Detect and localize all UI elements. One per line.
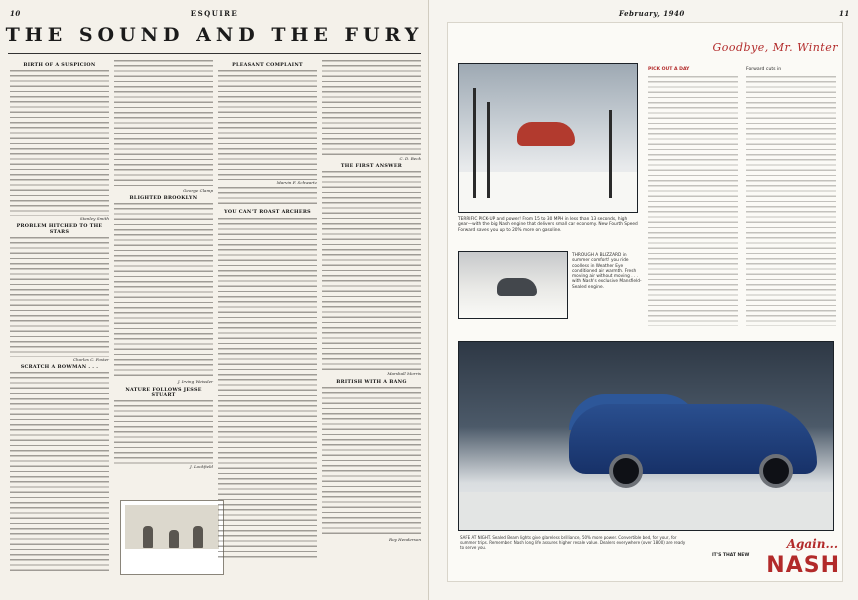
road (459, 492, 833, 530)
section-heading: NATURE FOLLOWS JESSE STUART (125, 386, 202, 398)
left-folio: 10 (10, 9, 21, 18)
signature: Roy Henderson (389, 536, 421, 542)
section-heading: PROBLEM HITCHED TO THE STARS (16, 223, 103, 235)
column-3 (218, 60, 317, 580)
red-car (517, 122, 575, 146)
body-text-block (10, 237, 109, 357)
body-text-block (218, 187, 317, 207)
body-text-block (114, 400, 213, 464)
section-heading: PLEASANT COMPLAINT (232, 62, 303, 68)
right-running-head: February, 1940 (619, 9, 685, 18)
right-folio: 11 (839, 9, 850, 18)
cartoon-figure (143, 526, 153, 548)
ad-photo-snow-road (458, 63, 638, 213)
ad-caption-2: THROUGH A BLIZZARD in summer comfort! you ride coolless in Weather Eye conditioned air warmth. Fresh moving air without moving . . . with Nash's exclusive Mansfield-Sealed engine. (572, 253, 642, 290)
column-1 (10, 60, 109, 580)
ad-tagline-its-that-new: IT'S THAT NEW (712, 553, 750, 558)
cartoon-figure (169, 530, 179, 548)
signature: Marshall Morris (387, 371, 421, 377)
column-4 (322, 60, 421, 580)
section-heading: BIRTH OF A SUSPICION (23, 62, 96, 68)
signature: Marvin F. Schwartz (276, 180, 317, 186)
signature: George Clamp (183, 188, 213, 193)
column-2 (114, 60, 213, 490)
ad-copy-text (746, 76, 836, 326)
ad-photo-blizzard (458, 251, 568, 319)
ad-photo-night-car (458, 341, 834, 531)
tree-trunk (609, 110, 612, 198)
signature: J. Irving Weissler (177, 379, 213, 385)
body-text-block (10, 372, 109, 572)
page-headline: THE SOUND AND THE FURY (5, 24, 424, 46)
headline-rule (8, 53, 421, 54)
section-heading: THE FIRST ANSWER (340, 163, 403, 170)
ad-caption-1: TERRIFIC PICK-UP and power! From 15 to 30 MPH in less than 13 seconds, high gear—with the big Nash engine that delivers small car economy. New Fourth Speed Forward saves you up to 20% more on gasoline. (458, 217, 638, 233)
section-heading: SCRATCH A BOWMAN . . . (20, 364, 99, 371)
tree-trunk (473, 88, 476, 198)
body-text-block (322, 171, 421, 371)
signature: J. Lockfield (190, 464, 213, 470)
ad-copy-right (746, 67, 836, 337)
ad-copy-text (648, 76, 738, 326)
cartoon-illustration (120, 500, 224, 575)
cartoon-figure (193, 526, 203, 548)
nash-advertisement (447, 22, 843, 582)
signature: C. D. Beck (399, 156, 421, 161)
left-running-head: ESQUIRE (190, 9, 239, 18)
ad-slogan-top: Goodbye, Mr. Winter (712, 41, 838, 54)
tree-trunk (487, 102, 490, 198)
ad-tagline-again: Again... (786, 537, 838, 551)
body-text-block (114, 60, 213, 188)
car-wheel (759, 454, 793, 488)
body-text-block (114, 203, 213, 379)
car-wheel (609, 454, 643, 488)
ad-copy-right-lead: Forward cuts in (746, 67, 782, 72)
right-page (429, 0, 858, 600)
nash-logo: NASH (766, 553, 840, 578)
signature: Charles C. Foster (72, 356, 109, 362)
ad-caption-3: SAFE AT NIGHT. Sealed Beam lights give glareless brilliance, 50% more power. Convertible bed, for your, for summer trips. Remember: Nash long life assures higher resale value. Dealers everywhere (over 1800) are ready to serve you. (460, 535, 686, 550)
body-text-block (10, 70, 109, 216)
ad-copy-lead: PICK OUT A DAY (648, 67, 690, 72)
ad-copy-left (648, 67, 738, 337)
dark-car (497, 278, 537, 296)
body-text-block (322, 387, 421, 537)
body-text-block (218, 218, 317, 558)
body-text-block (218, 70, 317, 180)
body-text-block (322, 60, 421, 156)
section-heading: YOU CAN'T ROAST ARCHERS (224, 209, 311, 216)
signature: Stanley Smith (79, 216, 109, 222)
section-heading: BLIGHTED BROOKLYN (129, 195, 198, 202)
section-heading: BRITISH WITH A BANG (336, 378, 407, 385)
